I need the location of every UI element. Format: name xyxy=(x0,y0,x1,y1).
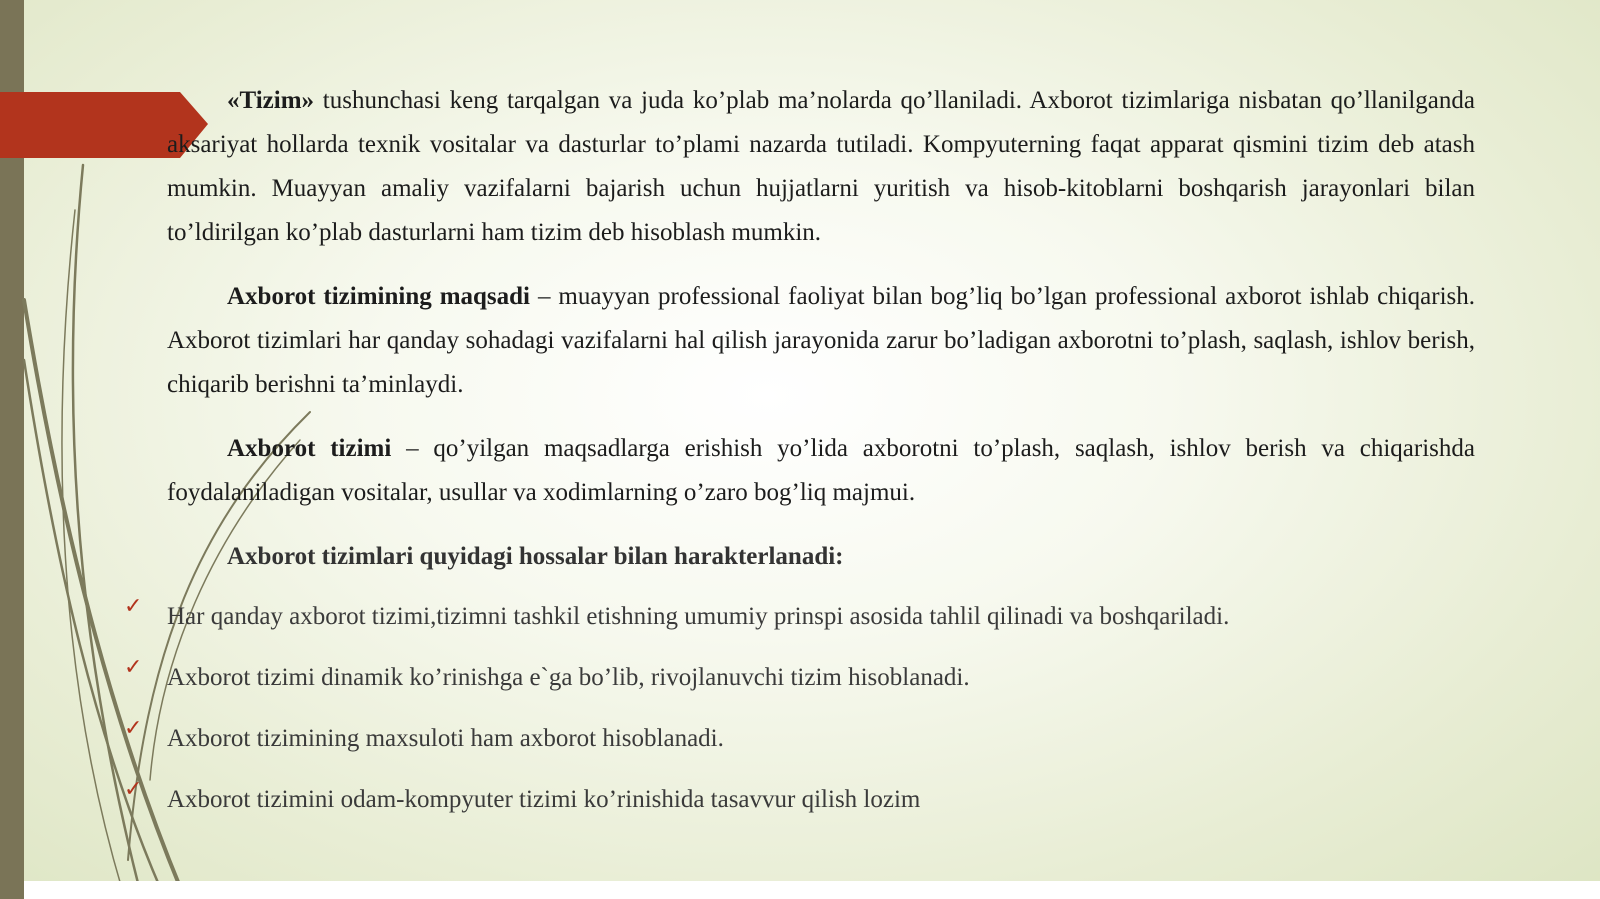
properties-heading-text: Axborot tizimlari quyidagi hossalar bilan harakterlanadi: xyxy=(227,543,844,570)
slide-content xyxy=(124,76,1475,839)
list-item-text: Har qanday axborot tizimi,tizimni tashkil etishning umumiy prinspi asosida tahlil qilinadi va boshqariladi. xyxy=(167,603,1230,630)
paragraph-maqsad xyxy=(167,272,1475,407)
properties-heading xyxy=(167,532,1475,579)
list-item-text: Axborot tizimi dinamik ko’rinishga e`ga bo’lib, rivojlanuvchi tizim hisoblanadi. xyxy=(167,664,970,691)
term-maqsad: Axborot tizimining maqsadi xyxy=(227,283,530,310)
paragraph-tizim xyxy=(167,76,1475,255)
list-item-text: Axborot tizimining maxsuloti ham axborot hisoblanadi. xyxy=(167,725,724,752)
paragraph-text: – qo’yilgan maqsadlarga erishish yo’lida axborotni to’plash, saqlash, ishlov berish va chiqarishda foydalaniladigan vositalar, usullar va xodimlarning o’zaro bog’liq majmui. xyxy=(167,435,1475,506)
checkmark-icon: ✓ xyxy=(124,777,143,802)
list-item xyxy=(124,594,1475,639)
checkmark-icon: ✓ xyxy=(124,655,143,680)
vine-line xyxy=(62,210,125,899)
list-item xyxy=(124,655,1475,700)
vine-line xyxy=(24,300,185,899)
term-tizim: «Tizim» xyxy=(227,87,315,114)
checkmark-icon: ✓ xyxy=(124,594,143,619)
paragraph-text: tushunchasi keng tarqalgan va juda ko’plab ma’nolarda qo’llaniladi. Axborot tizimlariga nisbatan qo’llanilganda aksariyat hollarda texnik vositalar va dasturlar to’plami nazarda tutiladi. Kompyuterning faqat apparat qismini tizim deb atash mumkin. Muayyan amaliy vazifalarni bajarish uchun hujjatlarni yuritish va hisob-kitoblarni boshqarish jarayonlari bilan to’ldirilgan ko’plab dasturlarni ham tizim deb hisoblash mumkin. xyxy=(167,87,1475,246)
properties-list xyxy=(124,594,1475,822)
list-item xyxy=(124,716,1475,761)
paragraph-text: – muayyan professional faoliyat bilan bog’liq bo’lgan professional axborot ishlab chiqarish. Axborot tizimlari har qanday sohadagi vazifalarni hal qilish jarayonida zarur bo’ladigan axborotni to’plash, saqlash, ishlov berish, chiqarib berishni ta’minlaydi. xyxy=(167,283,1475,398)
checkmark-icon: ✓ xyxy=(124,716,143,741)
term-axborot-tizimi: Axborot tizimi xyxy=(227,435,392,462)
bottom-strip xyxy=(24,881,1600,899)
list-item-text: Axborot tizimini odam-kompyuter tizimi ko’rinishida tasavvur qilish lozim xyxy=(167,786,921,813)
list-item xyxy=(124,777,1475,822)
paragraph-axborot-tizimi xyxy=(167,424,1475,515)
